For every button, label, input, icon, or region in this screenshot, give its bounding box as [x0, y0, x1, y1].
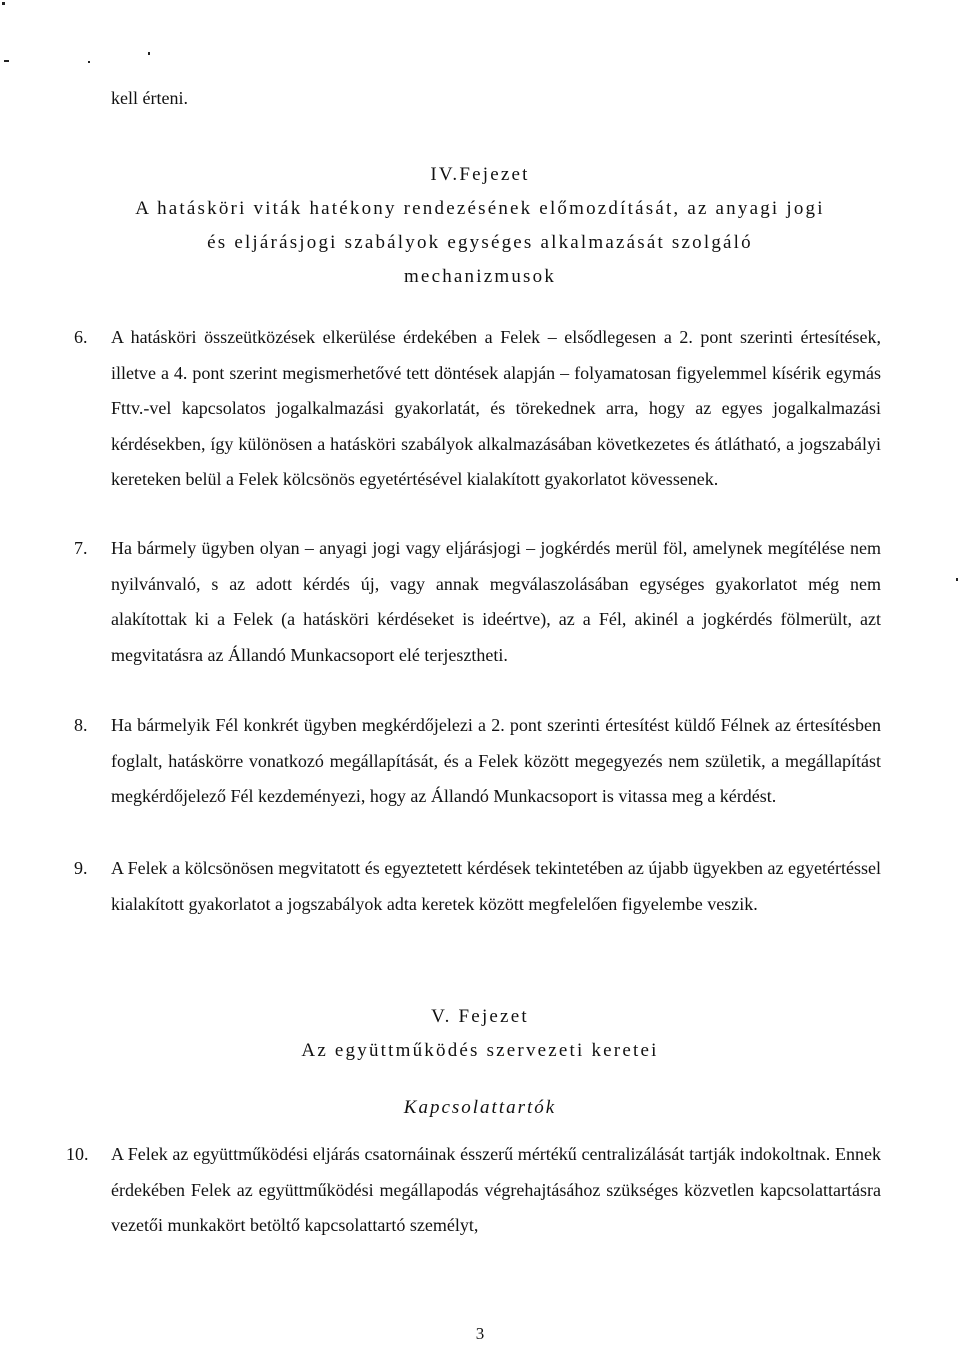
paragraph-number: 7.: [74, 538, 88, 558]
paragraph-text: A hatásköri összeütközések elkerülése érdekében a Felek – elsődlegesen a 2. pont szerinti értesítések, illetve a 4. pont szerint megismerhetővé tett döntések alapján – folyamatosan figyelemmel kísérik egymás Fttv.-vel kapcsolatos jogalkalmazási gyakorlatát, és törekednek arra, hogy az egyes jogalkalmazási kérdésekben, így különösen a hatásköri szabályok alkalmazásában következetes és átlátható, a jogszabályi kereteken belül a Felek kölcsönös egyetértésével kialakított gyakorlatot kövessenek.: [111, 327, 881, 489]
paragraph-number: 9.: [74, 858, 88, 878]
scan-speck: [2, 2, 5, 5]
paragraph-number: 8.: [74, 715, 88, 735]
paragraph-number: 6.: [74, 327, 88, 347]
page-number: 3: [475, 1324, 485, 1343]
paragraph-text: Ha bármely ügyben olyan – anyagi jogi vagy eljárásjogi – jogkérdés merül föl, amelynek megítélése nem nyilvánvaló, s az adott kérdés új, vagy annak megválaszolásában egységes gyakorlatot még nem alakítottak ki a Felek (a hatásköri kérdéseket is ideértve), az a Fél, akinél a jogkérdés fölmerült, azt megvitatásra az Állandó Munkacsoport elé terjesztheti.: [111, 538, 881, 665]
chapter-4-heading: [80, 158, 880, 294]
paragraph-text: A Felek a kölcsönösen megvitatott és egyeztetett kérdések tekintetében az újabb ügyekben az egyetértéssel kialakított gyakorlatot a jogszabályok adta keretek között megfelelően figyelembe veszik.: [111, 858, 881, 914]
chapter-4-title-line: és eljárásjogi szabályok egységes alkalmazását szolgáló: [207, 232, 753, 253]
scan-speck: [956, 578, 958, 581]
intro-text: kell érteni.: [111, 88, 188, 108]
paragraph-text: A Felek az együttműködési eljárás csatornáinak ésszerű mértékű centralizálását tartják indokoltnak. Ennek érdekében Felek az együttműködési megállapodás végrehajtásához szükséges közvetlen kapcsolattartásra vezetői munkakört betöltő kapcsolattartó személyt,: [111, 1144, 881, 1235]
paragraph-number: 10.: [66, 1144, 89, 1164]
paragraph-text: Ha bármelyik Fél konkrét ügyben megkérdőjelezi a 2. pont szerinti értesítést küldő Félnek az értesítésben foglalt, hatáskörre vonatkozó megállapítását, és a Felek között megegyezés nem születik, a megállapítást megkérdőjelező Fél kezdeményezi, hogy az Állandó Munkacsoport is vitassa meg a kérdést.: [111, 715, 881, 806]
scan-speck: [4, 60, 9, 62]
chapter-5-title: Az együttműködés szervezeti keretei: [301, 1040, 659, 1061]
subheading: Kapcsolattartók: [403, 1097, 557, 1118]
chapter-4-title-line: mechanizmusok: [403, 266, 557, 287]
chapter-4-label: IV.Fejezet: [430, 164, 530, 185]
scan-speck: [148, 52, 150, 55]
chapter-5-heading: [80, 1000, 880, 1068]
scan-speck: [88, 61, 90, 63]
chapter-4-title-line: A hatásköri viták hatékony rendezésének előmozdítását, az anyagi jogi: [135, 198, 825, 219]
chapter-5-label: V. Fejezet: [431, 1006, 529, 1027]
